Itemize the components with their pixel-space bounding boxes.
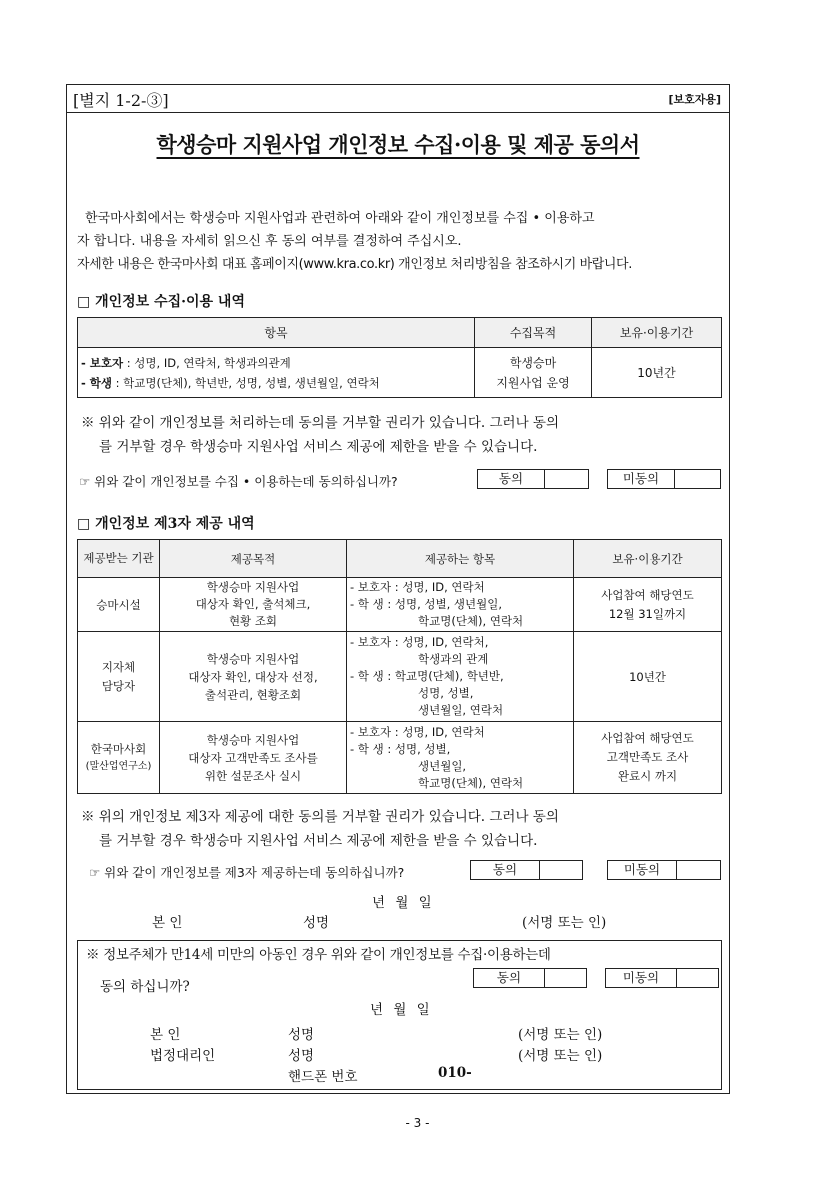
item-line: - 학 생 : 성명, 성별,: [350, 741, 451, 756]
col-header: 보유·이용기간: [592, 318, 722, 348]
notice-2: [81, 805, 721, 853]
item-line: 생년월일,: [418, 758, 467, 773]
name-label: 성명: [288, 1027, 315, 1043]
purpose-line: 대상자 고객만족도 조사를: [188, 750, 318, 765]
item-line: - 학 생 : 성명, 성별, 생년월일,: [350, 597, 503, 611]
item-line: - 보호자 : 성명, ID, 연락처: [350, 580, 485, 594]
retention-period: 10년간: [592, 348, 722, 398]
org-line: 지자체: [101, 659, 136, 674]
signature-date: 년 월 일: [372, 895, 432, 911]
col-header: 제공받는 기관: [78, 540, 160, 578]
item-line: 생년월일, 연락처: [418, 703, 504, 717]
intro-text: [77, 207, 725, 276]
purpose-line: 학생승마: [509, 355, 557, 370]
disagree-checkbox-2[interactable]: [607, 860, 721, 880]
minor-date: 년 월 일: [370, 1002, 430, 1018]
collection-table: [77, 317, 722, 398]
purpose-line: 학생승마 지원사업: [206, 732, 300, 747]
intro-line: 자 합니다. 내용을 자세히 읽으신 후 동의 여부를 결정하여 주십시오.: [77, 234, 462, 249]
section2-heading: □ 개인정보 제3자 제공 내역: [77, 516, 255, 532]
col-header: 수집목적: [475, 318, 592, 348]
sign-label: (서명 또는 인): [522, 915, 607, 931]
recipient-org: [78, 722, 160, 794]
item-line: 학생과의 관계: [418, 652, 489, 666]
form-header: [67, 85, 729, 113]
period-line: 12월 31일까지: [608, 606, 687, 621]
phone-label: 핸드폰 번호: [288, 1069, 358, 1085]
purpose-line: 대상자 확인, 대상자 선정,: [188, 669, 318, 684]
disagree-label: 미동의: [608, 470, 675, 488]
provision-purpose: [160, 632, 347, 722]
org-line: 한국마사회: [90, 741, 147, 756]
org-line: (말산업연구소): [85, 760, 152, 772]
third-party-table: [77, 539, 722, 794]
provided-items: [347, 722, 574, 794]
notice-line: ※ 위의 개인정보 제3자 제공에 대한 동의를 거부할 권리가 있습니다. 그러나 동의: [81, 809, 559, 825]
intro-line: 한국마사회에서는 학생승마 지원사업과 관련하여 아래와 같이 개인정보를 수집 • 이용하고: [85, 211, 595, 226]
disagree-label: 미동의: [606, 969, 677, 987]
name-label: 성명: [303, 915, 330, 931]
notice-line: 를 거부할 경우 학생승마 지원사업 서비스 제공에 제한을 받을 수 있습니다.: [99, 439, 538, 455]
col-header: 제공목적: [160, 540, 347, 578]
agree-label: 동의: [474, 969, 545, 987]
notice-line: ※ 위와 같이 개인정보를 처리하는데 동의를 거부할 권리가 있습니다. 그러나 동의: [81, 415, 560, 431]
recipient-org: 승마시설: [78, 578, 160, 632]
provision-purpose: [160, 578, 347, 632]
purpose-line: 학생승마 지원사업: [206, 651, 300, 666]
purpose-line: 출석관리, 현황조회: [204, 687, 302, 702]
item-line: - 보호자 : 성명, ID, 연락처: [350, 724, 485, 739]
period-line: 사업참여 해당연도: [601, 587, 694, 602]
period-line: 고객만족도 조사: [606, 750, 689, 764]
form-number: [별지 1-2-③]: [73, 91, 169, 110]
collection-purpose: [475, 348, 592, 398]
item-line: 학교명(단체), 연락처: [418, 775, 524, 790]
disagree-checkbox-1[interactable]: [607, 469, 721, 489]
intro-line: 자세한 내용은 한국마사회 대표 홈페이지(www.kra.co.kr) 개인정보 처리방침을 참조하시기 바랍니다.: [77, 257, 632, 272]
form-frame: [66, 84, 730, 1094]
col-header: 항목: [78, 318, 475, 348]
notice-line: 를 거부할 경우 학생승마 지원사업 서비스 제공에 제한을 받을 수 있습니다.: [99, 833, 538, 849]
period-line: 사업참여 해당연도: [601, 731, 694, 745]
section1-heading: □ 개인정보 수집·이용 내역: [77, 294, 245, 310]
notice-1: [81, 411, 721, 459]
agree-checkbox-2[interactable]: [470, 860, 583, 880]
name-label: 성명: [288, 1048, 315, 1064]
provided-items: [347, 578, 574, 632]
col-header: 제공하는 항목: [347, 540, 574, 578]
guardian-items: : 성명, ID, 연락처, 학생과의관계: [123, 355, 291, 370]
sign-label: (서명 또는 인): [518, 1048, 603, 1064]
page-number: - 3 -: [405, 1116, 430, 1130]
page-title: 학생승마 지원사업 개인정보 수집·이용 및 제공 동의서: [156, 132, 640, 157]
purpose-line: 학생승마 지원사업: [206, 580, 300, 594]
item-line: 학교명(단체), 연락처: [418, 614, 524, 628]
agree-checkbox-minor[interactable]: [473, 968, 587, 988]
item-line: - 보호자 : 성명, ID, 연락처,: [350, 635, 489, 649]
notice-line: ※ 정보주체가 만14세 미만의 아동인 경우 위와 같이 개인정보를 수집·이용하는데: [86, 947, 551, 963]
agree-checkbox-1[interactable]: [477, 469, 589, 489]
legal-rep-label: 법정대리인: [150, 1048, 216, 1064]
phone-value: 010-: [438, 1065, 472, 1081]
period-line: 완료시 까지: [617, 769, 678, 783]
retention-period: 10년간: [574, 632, 722, 722]
self-label: 본 인: [152, 915, 183, 931]
purpose-line: 대상자 확인, 출석체크,: [195, 597, 311, 611]
col-header: 보유·이용기간: [574, 540, 722, 578]
item-line: 성명, 성별,: [418, 686, 474, 700]
agree-label: 동의: [471, 861, 540, 879]
disagree-checkbox-minor[interactable]: [605, 968, 719, 988]
retention-period: [574, 722, 722, 794]
provision-purpose: [160, 722, 347, 794]
agree-label: 동의: [478, 470, 545, 488]
consent-question-1: ☞ 위와 같이 개인정보를 수집 • 이용하는데 동의하십니까?: [79, 474, 398, 489]
provided-items: [347, 632, 574, 722]
notice-line: 동의 하십니까?: [100, 979, 190, 995]
purpose-line: 현황 조회: [228, 614, 278, 628]
item-line: - 학 생 : 학교명(단체), 학년반,: [350, 669, 504, 683]
guardian-tag: [보호자용]: [668, 93, 721, 106]
retention-period: [574, 578, 722, 632]
purpose-line: 위한 설문조사 실시: [204, 768, 302, 783]
consent-question-2: ☞ 위와 같이 개인정보를 제3자 제공하는데 동의하십니까?: [89, 865, 405, 880]
sign-label: (서명 또는 인): [518, 1027, 603, 1043]
student-label: - 학생: [81, 375, 112, 390]
guardian-label: - 보호자: [81, 355, 124, 370]
collected-items: [78, 348, 475, 398]
self-label: 본 인: [150, 1027, 181, 1043]
org-line: 담당자: [101, 678, 136, 693]
recipient-org: [78, 632, 160, 722]
student-items: : 학교명(단체), 학년반, 성명, 성별, 생년월일, 연락처: [112, 375, 380, 390]
minor-consent-box: [77, 940, 722, 1090]
disagree-label: 미동의: [608, 861, 677, 879]
purpose-line: 지원사업 운영: [496, 375, 570, 390]
